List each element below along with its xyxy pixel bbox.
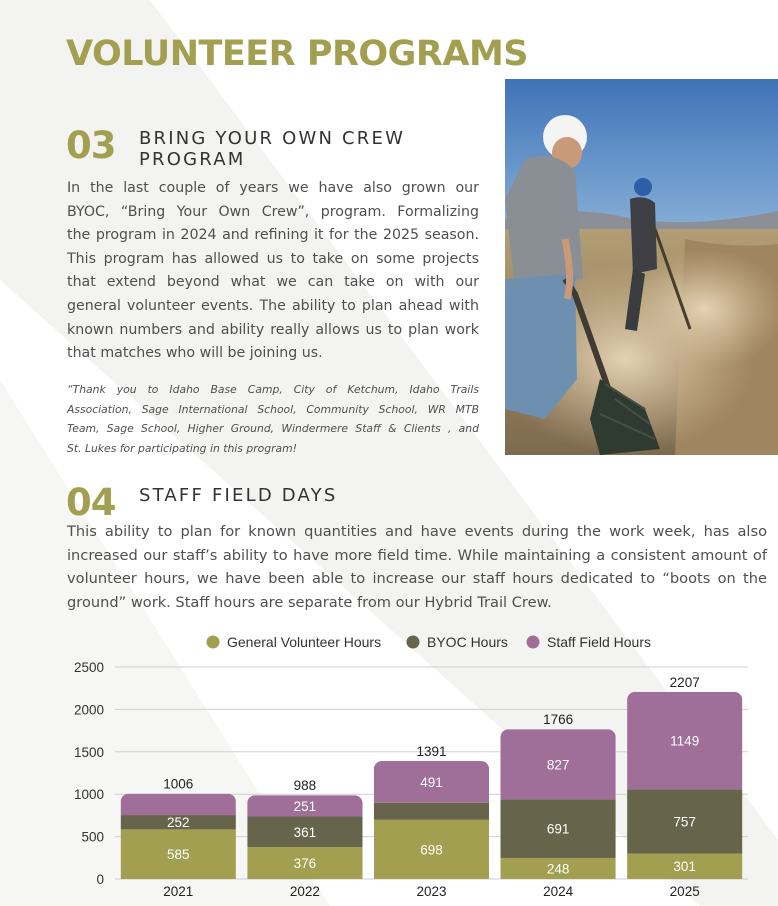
body-line: increased our staff’s ability to have more field time. While maintaining a consistent amount of xyxy=(67,546,767,564)
bar-total-label: 1006 xyxy=(163,776,194,792)
y-tick-label: 2000 xyxy=(73,702,104,718)
quote-line: “Thank you to Idaho Base Camp, City of Ketchum, Idaho Trails xyxy=(67,383,479,396)
section-3-body xyxy=(67,177,479,366)
body-line: general volunteer events. The ability to plan ahead with xyxy=(67,297,479,314)
quote-line: Team, Sage School, Higher Ground, Windermere Staff & Clients , and xyxy=(67,422,479,435)
section-3-heading-line: PROGRAM xyxy=(139,149,246,170)
page-title: VOLUNTEER PROGRAMS xyxy=(66,34,528,74)
body-line: This program has allowed us to take on some projects xyxy=(67,250,479,267)
x-tick-label: 2022 xyxy=(289,884,320,899)
legend-label: General Volunteer Hours xyxy=(227,634,382,650)
bar-total-label: 1766 xyxy=(543,712,574,728)
x-tick-label: 2023 xyxy=(416,884,447,899)
bar-data-label: 376 xyxy=(293,856,317,872)
y-tick-label: 1500 xyxy=(73,744,104,760)
section-3-thanks-quote xyxy=(67,380,479,458)
body-line: the program in 2024 and refining it for the 2025 season. xyxy=(67,227,479,244)
y-tick-label: 500 xyxy=(81,829,104,845)
bar-data-label: 301 xyxy=(673,859,696,875)
bar-data-label: 691 xyxy=(546,821,570,837)
y-tick-label: 2500 xyxy=(73,660,104,675)
bar-segment xyxy=(374,803,489,820)
x-tick-label: 2024 xyxy=(543,884,574,899)
x-tick-label: 2021 xyxy=(163,884,194,899)
bar-data-label: 251 xyxy=(293,798,317,814)
y-tick-label: 0 xyxy=(96,872,104,887)
bar-total-label: 988 xyxy=(293,778,317,794)
legend-label: Staff Field Hours xyxy=(547,634,652,650)
body-line: that matches who will be joining us. xyxy=(67,345,323,362)
bar-data-label: 827 xyxy=(546,757,570,773)
bar-data-label: 491 xyxy=(420,774,443,790)
quote-line: St. Lukes for participating in this program! xyxy=(67,441,298,455)
quote-line: Association, Sage International School, Community School, WR MTB xyxy=(67,402,479,416)
legend-marker xyxy=(207,636,220,649)
legend-marker xyxy=(527,636,540,649)
bar-data-label: 248 xyxy=(546,861,570,877)
body-line: volunteer hours, we have been able to increase our staff hours dedicated to “boots on the xyxy=(67,570,767,588)
volunteer-crew-photo xyxy=(505,79,778,455)
body-line: known numbers and ability really allows us to plan work xyxy=(67,321,479,338)
section-3-number: 03 xyxy=(66,124,116,167)
legend-label: BYOC Hours xyxy=(427,634,508,650)
body-line: that extend beyond what we can take on with our xyxy=(67,274,479,291)
section-3-heading-line: BRING YOUR OWN CREW xyxy=(139,128,406,149)
bar-data-label: 1149 xyxy=(670,733,700,749)
body-line: BYOC, “Bring Your Own Crew”, program. Formalizing xyxy=(67,203,479,220)
bar-data-label: 757 xyxy=(673,814,696,830)
legend-marker xyxy=(407,636,420,649)
y-tick-label: 1000 xyxy=(73,787,104,803)
bar-data-label: 698 xyxy=(420,842,443,858)
bar-segment xyxy=(121,794,236,815)
section-3-heading xyxy=(139,128,405,170)
section-4-number: 04 xyxy=(66,481,116,524)
section-4-body xyxy=(67,520,767,614)
bar-total-label: 1391 xyxy=(416,744,447,760)
bar-total-label: 2207 xyxy=(669,674,700,690)
bar-data-label: 252 xyxy=(167,815,190,831)
section-4-heading: STAFF FIELD DAYS xyxy=(139,485,338,506)
x-tick-label: 2025 xyxy=(669,884,700,899)
body-line: ground” work. Staff hours are separate from our Hybrid Trail Crew. xyxy=(67,593,552,611)
bar-data-label: 361 xyxy=(293,824,317,840)
body-line: This ability to plan for known quantities and have events during the work week, has also xyxy=(67,523,767,540)
volunteer-hours-chart xyxy=(0,620,778,906)
body-line: In the last couple of years we have also grown our xyxy=(67,180,479,196)
bar-data-label: 585 xyxy=(167,847,190,863)
